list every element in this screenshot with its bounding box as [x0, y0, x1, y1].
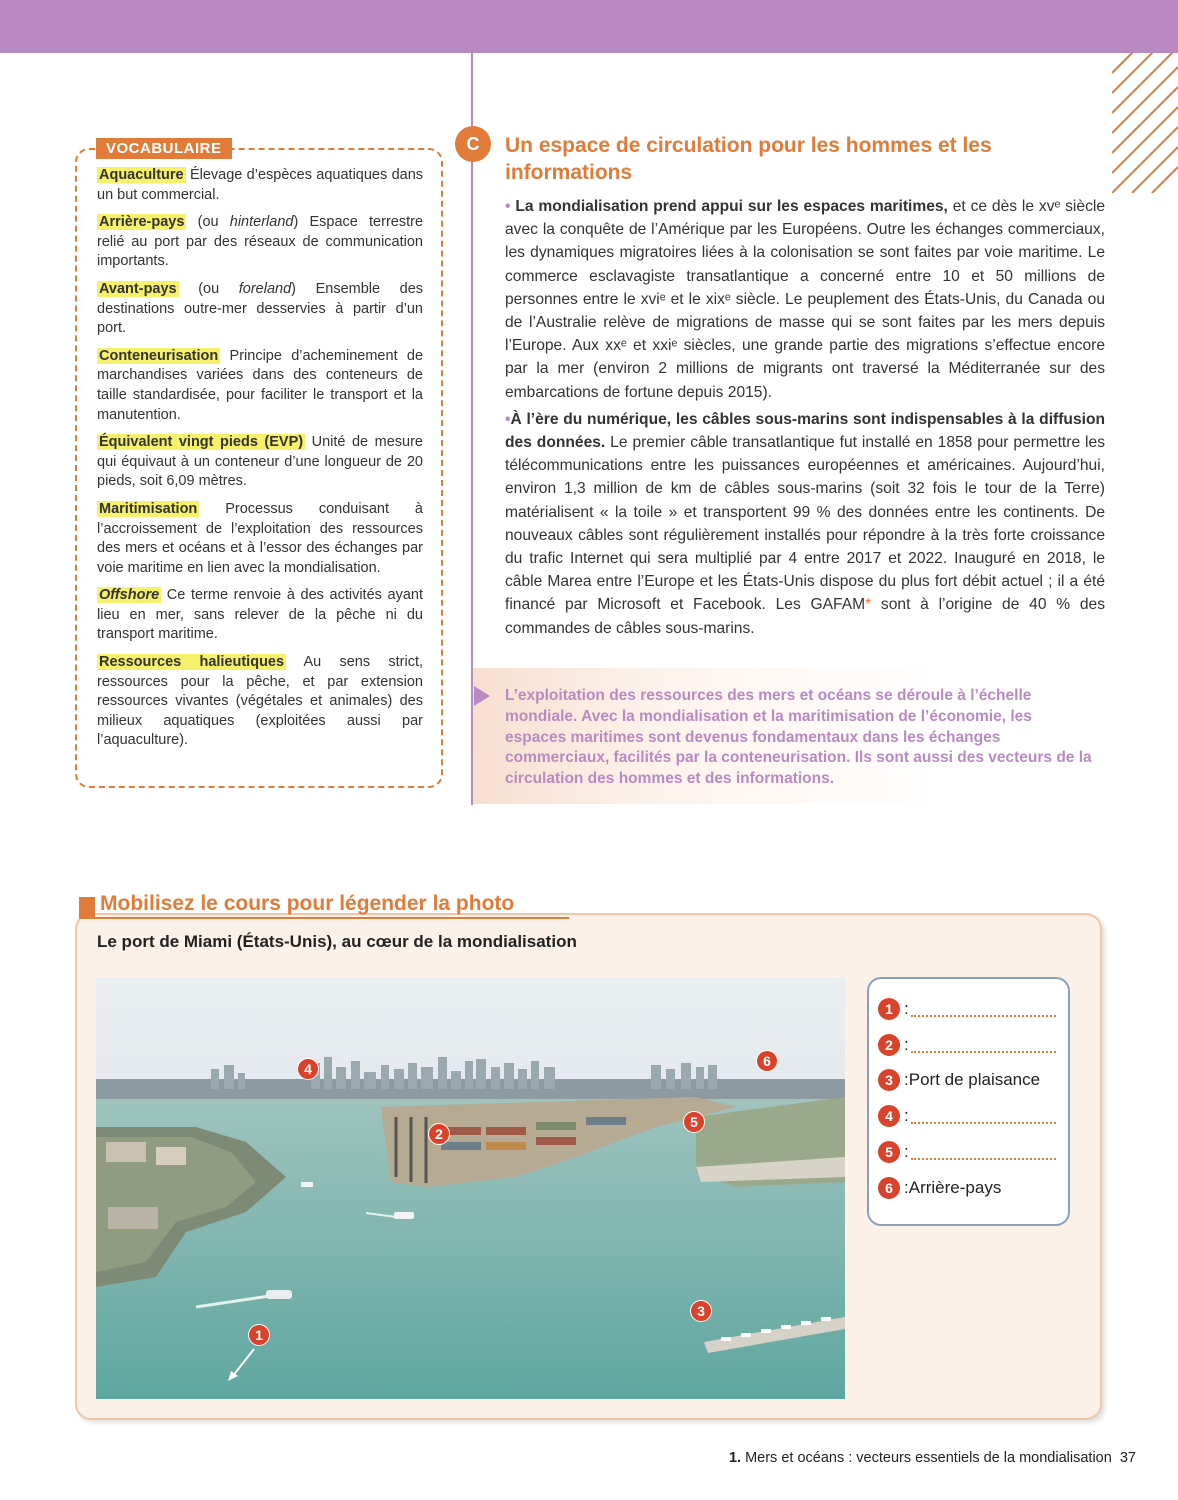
vocab-item	[97, 500, 423, 578]
activity-title-underline	[79, 917, 569, 919]
answer-blank[interactable]	[911, 1108, 1056, 1124]
vocab-item	[97, 166, 423, 205]
decorative-hatch	[1112, 53, 1178, 193]
paragraph-text-end: sont à l’origine de 40 % des commandes de câbles sous-marins.	[505, 596, 1105, 637]
vocab-term: Arrière-pays	[99, 214, 185, 231]
activity-square-icon	[79, 897, 95, 917]
answer-blank[interactable]	[911, 1144, 1056, 1160]
legend-row	[878, 1105, 1056, 1127]
paragraph-text: Le premier câble transatlantique fut installé en 1858 pour permettre les télécommunications entre les puissances européennes et américaines. Aujourd’hui, environ 1,3 million de km de câbles sous-marins (soit 32 fois le tour de la Terre) matérialisent « la toile » et transportent 99 % des données entre les continents. De nouveaux câbles sont régulièrement installés pour répondre à la très forte croissance du trafic Internet qui sera multiplié par 4 entre 2017 et 2022. Inauguré en 2018, le câble Marea entre l’Europe et les États-Unis dispose du plus fort débit actuel ; il a été financé par Microsoft et Facebook. Les GAFAM	[505, 434, 1105, 614]
chapter-title: Mers et océans : vecteurs essentiels de la mondialisation	[741, 1450, 1112, 1466]
port-photo-illustration	[96, 977, 845, 1399]
vocab-item	[97, 213, 423, 272]
vocab-definition: Élevage d’espèces aquatiques dans un but commercial.	[97, 167, 424, 203]
vocab-extra-end: )	[291, 280, 296, 297]
legend-row	[878, 1069, 1040, 1091]
paragraph-lead: La mondialisation prend appui sur les espaces maritimes,	[515, 198, 948, 215]
legend-separator: :	[904, 1106, 909, 1125]
legend-separator: :	[904, 1142, 909, 1161]
section-body	[505, 195, 1105, 644]
vocab-term: Offshore	[99, 587, 160, 604]
legend-separator: :	[904, 1035, 909, 1054]
vocabulary-list	[97, 166, 423, 759]
vocab-item	[97, 280, 423, 339]
photo-marker: 2	[428, 1123, 450, 1145]
vocab-term: Conteneurisation	[99, 347, 219, 364]
vocab-extra: (ou	[197, 214, 230, 231]
vocab-extra: (ou	[198, 280, 239, 297]
vocab-term: Aquaculture	[99, 167, 184, 183]
legend-separator: :	[904, 1070, 909, 1089]
port-photo	[96, 977, 845, 1399]
vocab-item	[97, 653, 423, 751]
chapter-number: 1.	[728, 1450, 742, 1466]
legend-number: 2	[878, 1034, 900, 1056]
legend-label: Port de plaisance	[908, 1070, 1041, 1089]
legend-row	[878, 1034, 1056, 1056]
section-badge: C	[455, 126, 491, 162]
legend-number: 3	[878, 1069, 900, 1091]
vocab-item	[97, 586, 423, 645]
paragraph	[505, 195, 1105, 404]
legend-separator: :	[904, 1178, 909, 1197]
glossary-star: *	[865, 596, 872, 614]
legend-row	[878, 1177, 1001, 1199]
page-number: 37	[1119, 1450, 1136, 1466]
summary-text: L’exploitation des ressources des mers et océans se déroule à l’échelle mondiale. Avec la mondialisation et la maritimisation de l’économie, les espaces maritimes sont devenus fondamentaux dans les échanges commerciaux, facilités par la conteneurisation. Ils sont aussi des vecteurs de la circulation des hommes et des informations.	[505, 687, 1092, 788]
vocabulary-tag: VOCABULAIRE	[96, 138, 232, 159]
photo-title: Le port de Miami (États-Unis), au cœur de la mondialisation	[97, 932, 577, 951]
photo-marker: 5	[683, 1111, 705, 1133]
paragraph	[505, 408, 1105, 640]
vocab-extra-italic: foreland	[238, 280, 292, 297]
legend-number: 4	[878, 1105, 900, 1127]
vocab-definition: Ce terme renvoie à des activités ayant lieu en mer, sans relever de la pêche ni du transport maritime.	[97, 587, 423, 643]
vocab-extra-end: )	[293, 214, 299, 231]
vocab-term: Ressources halieutiques	[99, 654, 285, 671]
legend-number: 5	[878, 1141, 900, 1163]
vocab-definition: Espace terrestre relié au port par des réseaux de communication importants.	[97, 214, 424, 270]
vocab-definition: Ensemble des destinations outre-mer desservies à partir d’un port.	[97, 280, 424, 337]
top-band	[0, 0, 1178, 53]
vocab-definition: Unité de mesure qui équivaut à un conteneur d’une longueur de 20 pieds, soit 6,09 mètres.	[97, 434, 423, 490]
section-title: Un espace de circulation pour les hommes et les informations	[505, 134, 992, 184]
legend-number: 1	[878, 998, 900, 1020]
answer-blank[interactable]	[911, 1037, 1056, 1053]
vocab-term: Maritimisation	[99, 500, 198, 517]
activity-title: Mobilisez le cours pour légender la photo	[100, 892, 515, 915]
bullet-icon: •	[505, 198, 511, 215]
vocab-item	[97, 433, 423, 492]
bullet-icon: •	[505, 410, 511, 428]
vocab-extra-italic: hinterland	[229, 214, 294, 231]
vocab-term: Équivalent vingt pieds (EVP)	[99, 434, 304, 451]
vocab-item	[97, 347, 423, 425]
paragraph-lead: À l’ère du numérique, les câbles sous-marins sont indispensables à la diffusion des données.	[505, 410, 1105, 452]
photo-marker: 1	[248, 1324, 270, 1346]
page-footer	[729, 1450, 1136, 1466]
legend-row	[878, 998, 1056, 1020]
vocab-term: Avant-pays	[99, 280, 177, 297]
photo-marker: 4	[297, 1058, 319, 1080]
legend-separator: :	[904, 999, 909, 1018]
photo-marker: 6	[756, 1050, 778, 1072]
photo-marker: 3	[690, 1300, 712, 1322]
legend-row	[878, 1141, 1056, 1163]
answer-blank[interactable]	[911, 1001, 1056, 1017]
vocab-definition: Principe d’acheminement de marchandises variées dans des conteneurs de taille standardisée, pour faciliter le transport et la manutention.	[97, 347, 424, 423]
legend-label: Arrière-pays	[908, 1178, 1002, 1197]
legend-number: 6	[878, 1177, 900, 1199]
vocab-definition: Processus conduisant à l’accroissement de l’exploitation des ressources des mers et océans et à l’essor des échanges par voie maritime en lien avec la mondialisation.	[97, 500, 423, 576]
paragraph-text: et ce dès le xvᵉ siècle avec la conquête de l’Amérique par les Européens. Outre les échanges commerciaux, les dynamiques migratoires liées à la colonisation se sont faites par voie maritime. Le commerce esclavagiste transatlantique a concerné entre 10 et 50 millions de personnes entre le xviᵉ et le xixᵉ siècle. Le peuplement des États-Unis, du Canada ou de l’Australie relève de migrations de masse qui se sont faites par les mers depuis l’Europe. Aux xxᵉ et xxiᵉ siècles, une grande partie des migrations s’effectue encore par la mer (environ 2 millions de migrants ont traversé la Méditerranée sur des embarcations de fortune depuis 2015).	[505, 198, 1105, 401]
triangle-arrow-icon	[474, 686, 490, 706]
vocab-definition: Au sens strict, ressources pour la pêche, et par extension ressources vivantes (végétales et animales) des milieux aquatiques (exploitées aussi par l’aquaculture).	[97, 654, 424, 749]
